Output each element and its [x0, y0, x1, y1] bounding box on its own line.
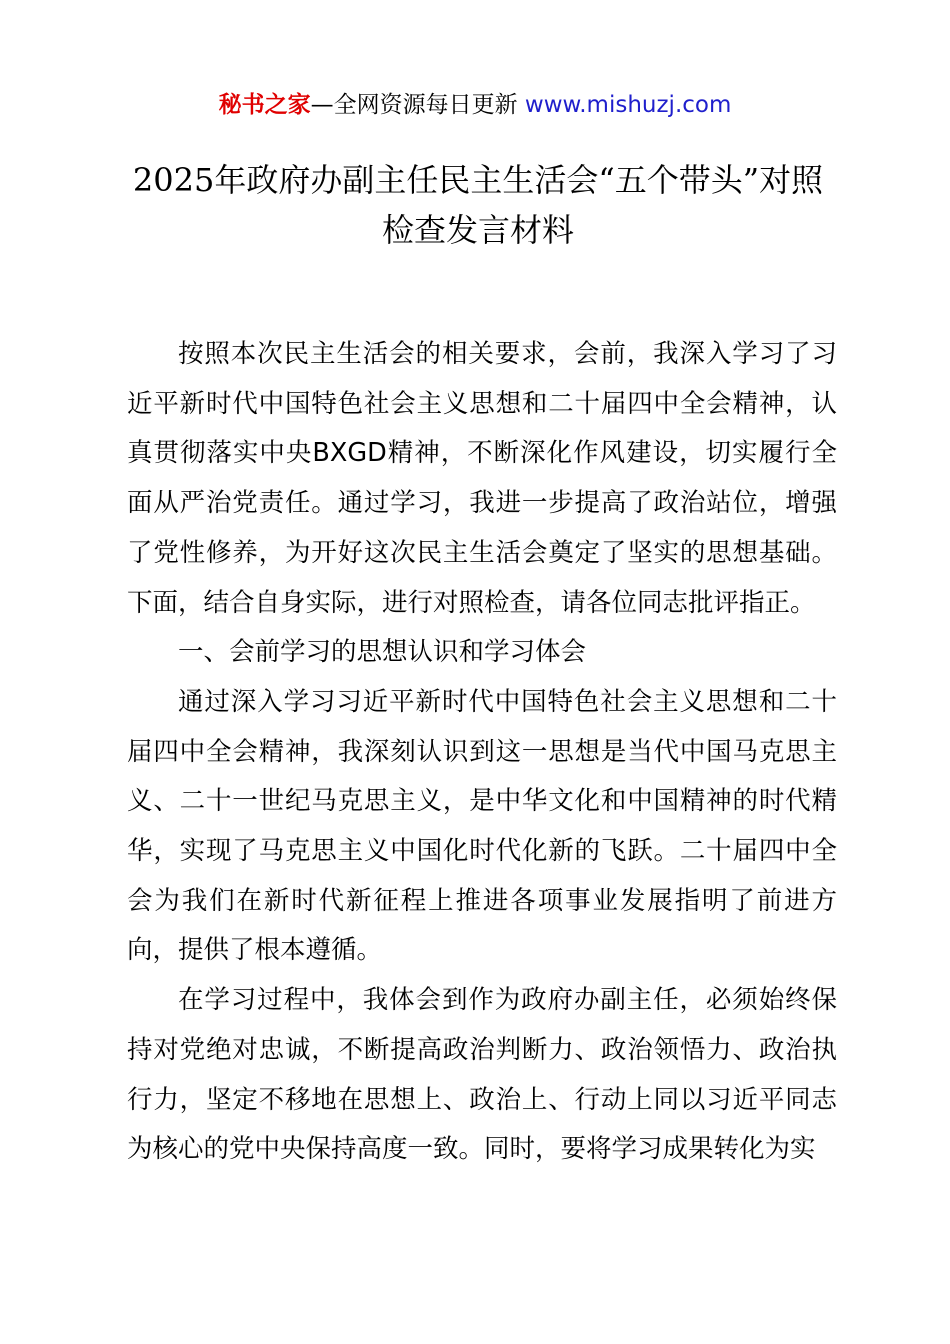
document-body [127, 330, 837, 1175]
site-header [0, 88, 950, 122]
paragraph-intro: 按照本次民主生活会的相关要求，会前，我深入学习了习近平新时代中国特色社会主义思想和二十届四中全会精神，认真贯彻落实中央BXGD精神，不断深化作风建设，切实履行全面从严治党责任。通过学习，我进一步提高了政治站位，增强了党性修养，为开好这次民主生活会奠定了坚实的思想基础。下面，结合自身实际，进行对照检查，请各位同志批评指正。 [127, 339, 837, 618]
site-url-link[interactable]: www.mishuzj.com [524, 92, 732, 118]
header-tagline: —全网资源每日更新 [310, 92, 525, 118]
section-heading-1: 一、会前学习的思想认识和学习体会 [178, 637, 587, 668]
paragraph-reflection: 在学习过程中，我体会到作为政府办副主任，必须始终保持对党绝对忠诚，不断提高政治判断力、政治领悟力、政治执行力，坚定不移地在思想上、政治上、行动上同以习近平同志为核心的党中央保持高度一致。同时，要将学习成果转化为实 [127, 985, 837, 1165]
paragraph-study: 通过深入学习习近平新时代中国特色社会主义思想和二十届四中全会精神，我深刻认识到这一思想是当代中国马克思主义、二十一世纪马克思主义，是中华文化和中国精神的时代精华，实现了马克思主义中国化时代化新的飞跃。二十届四中全会为我们在新时代新征程上推进各项事业发展指明了前进方向，提供了根本遵循。 [127, 686, 837, 966]
brand-name: 秘书之家 [218, 92, 311, 118]
document-title: 2025年政府办副主任民主生活会“五个带头”对照检查发言材料 [132, 161, 824, 249]
